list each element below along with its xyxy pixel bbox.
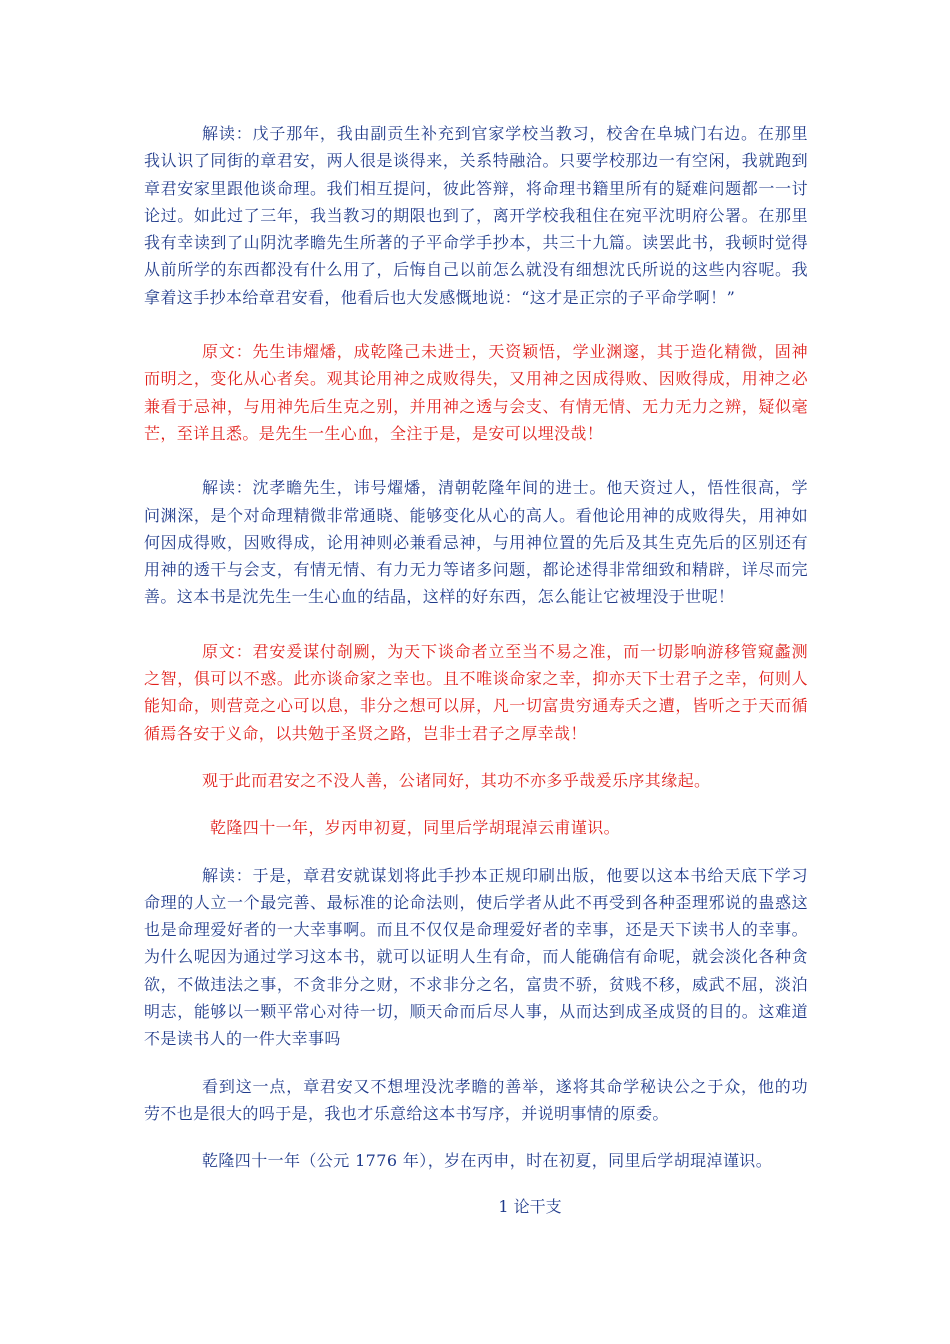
original-signoff: 乾隆四十一年，岁丙申初夏，同里后学胡琨淖云甫谨识。	[210, 818, 621, 838]
explanation-paragraph: 解读：戊子那年，我由副贡生补充到官家学校当教习，校舍在阜城门右边。在那里我认识了同街的章君安，两人很是谈得来，关系特融洽。只要学校那边一有空闲，我就跑到章君安家里跟他谈命理。我们相互提问，彼此答辩，将命理书籍里所有的疑难问题都一一讨论过。如此过了三年，我当教习的期限也到了，离开学校我租住在宛平沈明府公署。在那里我有幸读到了山阴沈孝瞻先生所著的子平命学手抄本，共三十九篇。读罢此书，我顿时觉得从前所学的东西都没有什么用了，后悔自己以前怎么就没有细想沈氏所说的这些内容呢。我拿着这手抄本给章君安看，他看后也大发感慨地说：“这才是正宗的子平命学啊！”	[144, 124, 808, 307]
explanation-signoff: 乾隆四十一年（公元 1776 年），岁在丙申，时在初夏，同里后学胡琨淖谨识。	[202, 1151, 773, 1171]
original-text-paragraph: 原文：先生讳燿燔，成乾隆己未进士，天资颖悟，学业渊邃，其于造化精微，固神而明之，变化从心者矣。观其论用神之成败得失，又用神之因成得败、因败得成，用神之必兼看于忌神，与用神先后生克之别，并用神之透与会支、有情无情、无力无力之辨，疑似毫芒，至详且悉。是先生一生心血，全注于是，是安可以埋没哉！	[144, 342, 808, 443]
original-text-paragraph: 观于此而君安之不没人善，公诸同好，其功不亦多乎哉爰乐序其缘起。	[202, 770, 711, 790]
explanation-paragraph: 解读：沈孝瞻先生，讳号燿燔，清朝乾隆年间的进士。他天资过人，悟性很高，学问渊深，是个对命理精微非常通晓、能够变化从心的高人。看他论用神的成败得失，用神如何因成得败，因败得成，论用神则必兼看忌神，与用神位置的先后及其生克先后的区别还有用神的透干与会支，有情无情、有力无力等诸多问题，都论述得非常细致和精辟，详尽而完善。这本书是沈先生一生心血的结晶，这样的好东西，怎么能让它被埋没于世呢！	[144, 478, 808, 607]
footer-chapter-label: 1 论干支	[498, 1197, 562, 1216]
document-body	[144, 120, 808, 1175]
explanation-paragraph: 看到这一点，章君安又不想埋没沈孝瞻的善举，遂将其命学秘诀公之于众，他的功劳不也是很大的吗于是，我也才乐意给这本书写序，并说明事情的原委。	[144, 1076, 808, 1123]
original-text-paragraph: 原文：君安爰谋付剞劂，为天下谈命者立至当不易之准，而一切影响游移管窥蠡测之智，俱可以不惑。此亦谈命家之幸也。且不唯谈命家之幸，抑亦天下士君子之幸，何则人能知命，则营竞之心可以息，非分之想可以屏，凡一切富贵穷通寿夭之遭，皆听之于天而循循焉各安于义命，以共勉于圣贤之路，岂非士君子之厚幸哉！	[144, 641, 808, 743]
explanation-paragraph: 解读：于是，章君安就谋划将此手抄本正规印刷出版，他要以这本书给天底下学习命理的人立一个最完善、最标准的论命法则，使后学者从此不再受到各种歪理邪说的蛊惑这也是命理爱好者的一大幸事啊。而且不仅仅是命理爱好者的幸事，还是天下读书人的幸事。为什么呢因为通过学习这本书，就可以证明人生有命，而人能确信有命呢，就会淡化各种贪欲，不做违法之事，不贪非分之财，不求非分之名，富贵不骄，贫贱不移，威武不屈，淡泊明志，能够以一颗平常心对待一切，顺天命而后尽人事，从而达到成圣成贤的目的。这难道不是读书人的一件大幸事吗	[144, 865, 808, 1049]
page-footer	[0, 1196, 950, 1218]
